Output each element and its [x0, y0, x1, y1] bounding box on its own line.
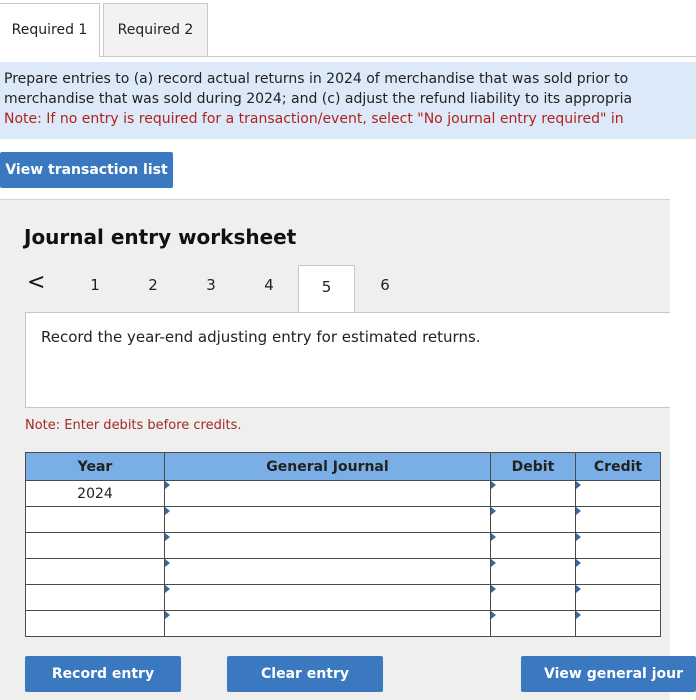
journal-table [25, 452, 661, 637]
page-tab-6[interactable]: 6 [380, 276, 390, 294]
tab-bar-divider [0, 56, 696, 57]
year-cell: 2024 [26, 481, 165, 507]
debit-input[interactable] [491, 559, 576, 585]
year-cell [26, 611, 165, 637]
debit-input[interactable] [491, 533, 576, 559]
table-row [26, 611, 661, 637]
credit-input[interactable] [576, 481, 661, 507]
tab-required-1[interactable]: Required 1 [0, 3, 100, 57]
clear-entry-button[interactable]: Clear entry [227, 656, 383, 692]
record-entry-button[interactable]: Record entry [25, 656, 181, 692]
column-header-general-journal: General Journal [165, 453, 491, 481]
account-select[interactable] [165, 585, 491, 611]
debit-input[interactable] [491, 481, 576, 507]
credit-input[interactable] [576, 611, 661, 637]
table-row [26, 533, 661, 559]
credit-input[interactable] [576, 559, 661, 585]
column-header-debit: Debit [491, 453, 576, 481]
previous-arrow-icon[interactable]: < [27, 270, 46, 295]
instructions-panel [0, 62, 696, 139]
instructions-note: Note: If no entry is required for a transaction/event, select "No journal entry required" in [4, 111, 624, 127]
debit-input[interactable] [491, 507, 576, 533]
account-select[interactable] [165, 481, 491, 507]
debits-note: Note: Enter debits before credits. [25, 418, 242, 433]
year-cell [26, 559, 165, 585]
page-tab-1[interactable]: 1 [90, 276, 100, 294]
tab-bar [0, 0, 696, 57]
year-cell [26, 507, 165, 533]
account-select[interactable] [165, 611, 491, 637]
debit-input[interactable] [491, 611, 576, 637]
column-header-credit: Credit [576, 453, 661, 481]
credit-input[interactable] [576, 585, 661, 611]
debit-input[interactable] [491, 585, 576, 611]
table-row [26, 481, 661, 507]
worksheet-title: Journal entry worksheet [24, 225, 297, 249]
instructions-line-1: Prepare entries to (a) record actual returns in 2024 of merchandise that was sold prior to [4, 71, 629, 87]
page-tab-3[interactable]: 3 [206, 276, 216, 294]
column-header-year: Year [26, 453, 165, 481]
instructions-line-2: merchandise that was sold during 2024; and (c) adjust the refund liability to its appropria [4, 91, 633, 107]
entry-prompt-text: Record the year-end adjusting entry for estimated returns. [41, 328, 481, 346]
year-cell [26, 533, 165, 559]
table-row [26, 585, 661, 611]
entry-prompt-box [25, 312, 670, 408]
account-select[interactable] [165, 533, 491, 559]
table-row [26, 507, 661, 533]
view-general-journal-button[interactable]: View general jour [521, 656, 696, 692]
page-tab-2[interactable]: 2 [148, 276, 158, 294]
page-tab-5-active[interactable]: 5 [298, 265, 355, 313]
view-transaction-list-button[interactable]: View transaction list [0, 152, 173, 188]
credit-input[interactable] [576, 507, 661, 533]
account-select[interactable] [165, 559, 491, 585]
tab-required-2[interactable]: Required 2 [103, 3, 208, 56]
table-row [26, 559, 661, 585]
page-tab-4[interactable]: 4 [264, 276, 274, 294]
year-cell [26, 585, 165, 611]
account-select[interactable] [165, 507, 491, 533]
credit-input[interactable] [576, 533, 661, 559]
